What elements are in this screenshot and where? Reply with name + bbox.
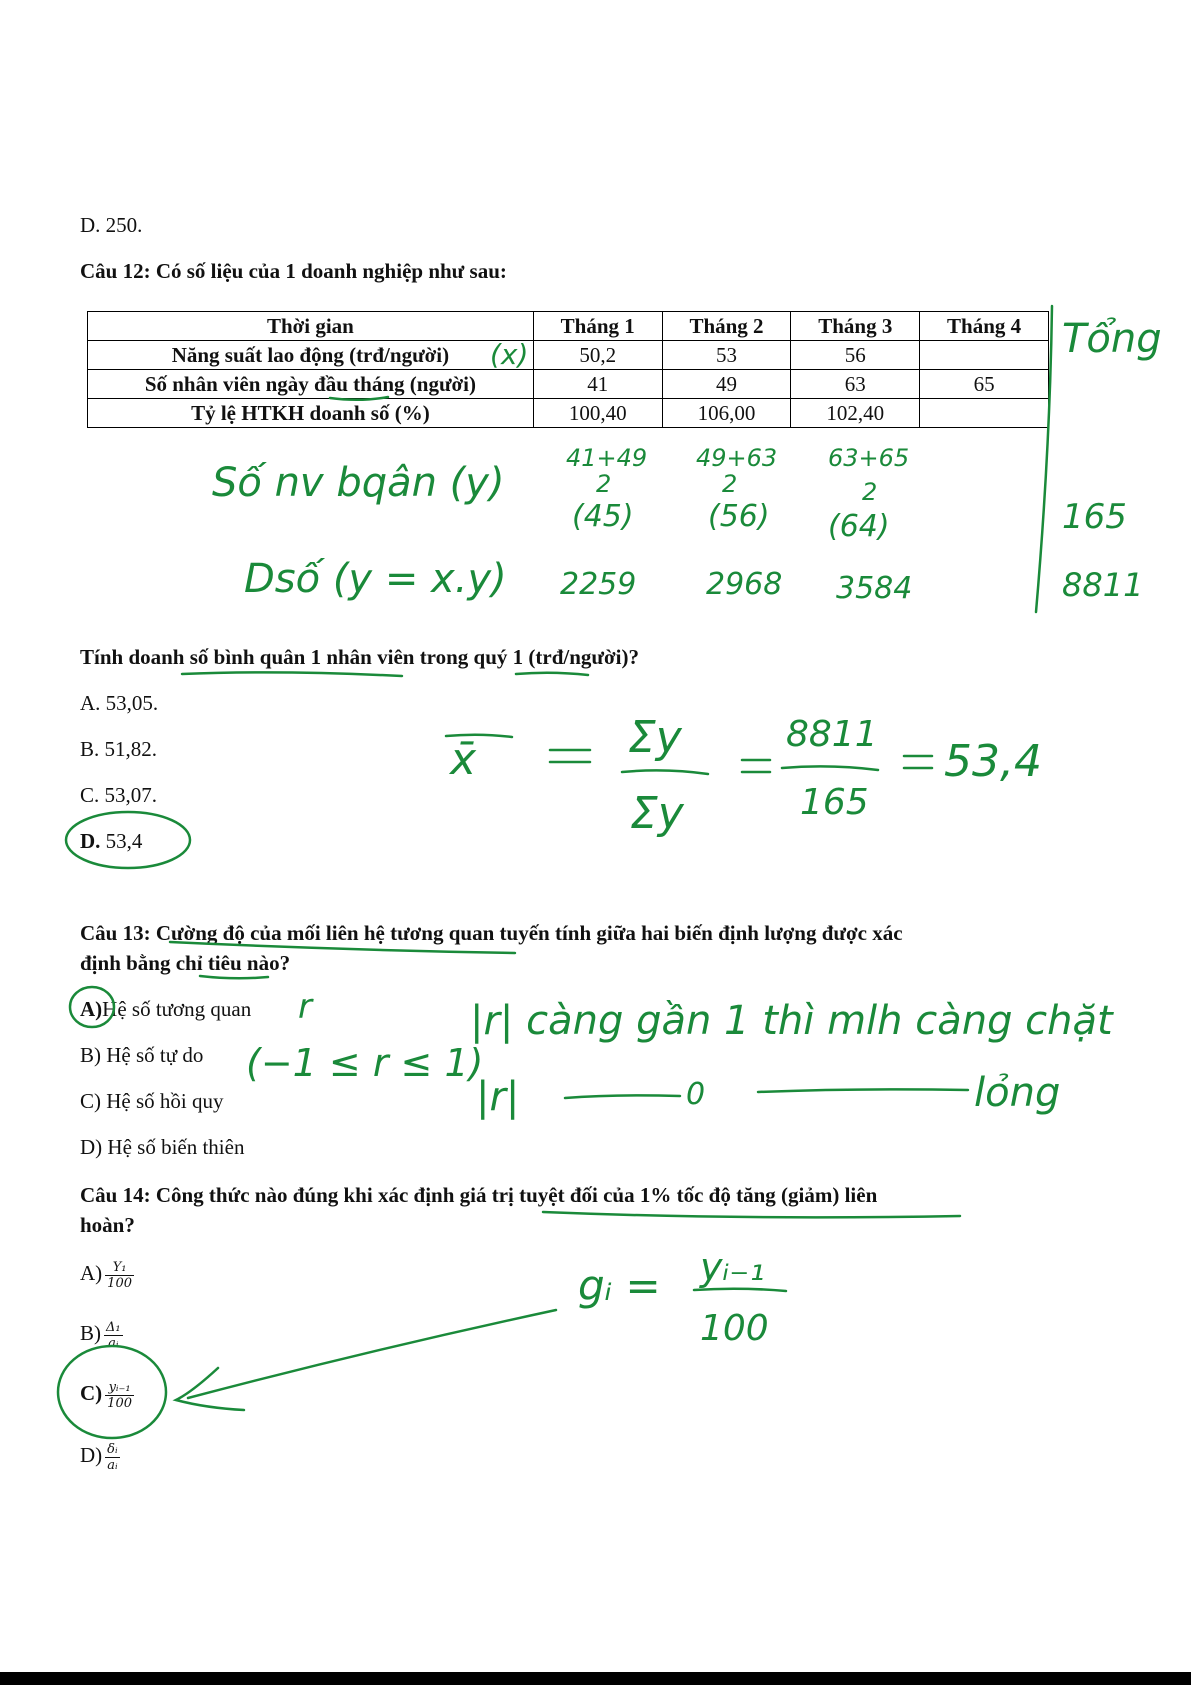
ink-result: 53,4 [944,736,1042,787]
ink-underline [200,976,268,978]
table-cell: 100,40 [533,399,662,428]
ink-overline [446,735,512,737]
option-d-prefix: D. [80,829,101,853]
ink-frac-num: 8811 [786,714,878,755]
ink-underline [543,1212,960,1217]
q13-title-line2: định bằng chỉ tiêu nào? [80,951,291,975]
ink-avg-value-3: (64) [828,509,890,544]
ink-x-marker: (x) [490,338,529,371]
page-bottom-bar [0,1672,1191,1685]
fraction-denominator: 100 [107,1395,132,1411]
ink-avg-value-1: (45) [572,499,634,534]
ink-avg-total: 165 [1062,497,1127,537]
table-row [88,341,1049,370]
fraction-denominator: aᵢ [108,1335,119,1351]
ink-r-symbol: r [298,987,312,1027]
q14-option-b [80,1318,123,1351]
fraction [104,1320,123,1351]
ink-revenue-value-3: 3584 [836,571,913,606]
ink-equals [742,760,770,772]
fraction [105,1442,119,1473]
option-d-value: 53,4 [105,829,143,853]
ink-arrow-line [188,1310,556,1398]
q13-option-d: D) Hệ số biến thiên [80,1135,245,1159]
ink-strokes [58,306,1052,1438]
ink-div-2: 2 [596,470,612,498]
table-header-cell: Thời gian [88,312,534,341]
option-prefix: A) [80,1261,103,1285]
q12-option-a: A. 53,05. [80,691,159,715]
ink-tong: Tổng [1062,316,1162,362]
table-cell [920,341,1049,370]
ink-equals [550,750,590,762]
ink-note-2-end: lỏng [974,1070,1061,1116]
table-header-cell: Tháng 2 [662,312,791,341]
table-cell [920,399,1049,428]
option-prefix: B) [80,1321,101,1345]
ink-note-1: |r| càng gần 1 thì mlh càng chặt [470,998,1113,1044]
q12-data-table [87,311,1049,428]
q13-option-c: C) Hệ số hồi quy [80,1089,224,1113]
fraction [105,1380,134,1411]
ink-formula-1: 41+49 [566,444,648,472]
q14-option-a [80,1258,134,1291]
table-cell: 50,2 [533,341,662,370]
row-label: Số nhân viên ngày đầu tháng (người) [88,370,534,399]
row-label: Năng suất lao động (trđ/người) [88,341,534,370]
table-cell: 56 [791,341,920,370]
q12-question: Tính doanh số bình quân 1 nhân viên trong quý 1 (trđ/người)? [80,645,639,669]
fraction-numerator: yᵢ₋₁ [105,1380,134,1396]
ink-revenue-value-2: 2968 [706,567,783,602]
ink-avg-value-2: (56) [708,499,770,534]
ink-q14-lhs: gᵢ = [578,1261,661,1310]
ink-sigma-num: Σy [628,712,682,763]
q13-option-b: B) Hệ số tự do [80,1043,204,1067]
table-row [88,370,1049,399]
ink-div-2: 2 [862,478,878,506]
ink-fraction-bar [694,1289,786,1291]
table-cell: 63 [791,370,920,399]
table-header-cell: Tháng 1 [533,312,662,341]
ink-dash-line [758,1089,968,1092]
table-header-row [88,312,1049,341]
ink-underline [516,673,588,675]
ink-underline [182,672,402,676]
q14-option-c [80,1378,134,1411]
table-cell: 53 [662,341,791,370]
ink-equals [904,756,932,768]
ink-sigma-den: Σy [630,788,684,839]
option-a-text: Hệ số tương quan [102,997,252,1021]
ink-fraction-bar [622,770,708,774]
table-cell: 65 [920,370,1049,399]
fraction-numerator: δᵢ [107,1441,118,1457]
q13-title-line1: Câu 13: Cường độ của mối liên hệ tương quan tuyến tính giữa hai biến định lượng được xác [80,921,903,945]
ink-revenue-total: 8811 [1062,566,1144,604]
ink-formula-3: 63+65 [828,444,910,472]
ink-revenue-label: Dsố (y = x.y) [244,556,507,602]
ink-r-range: (−1 ≤ r ≤ 1) [246,1041,484,1085]
table-row [88,399,1049,428]
row-label: Tỷ lệ HTKH doanh số (%) [88,399,534,428]
q13-option-a [80,994,251,1024]
table-header-cell: Tháng 3 [791,312,920,341]
q12-option-b: B. 51,82. [80,737,158,761]
previous-option-d: D. 250. [80,213,143,237]
fraction-denominator: aᵢ [107,1457,118,1473]
ink-frac-den: 165 [800,782,869,823]
table-cell: 106,00 [662,399,791,428]
ink-note-2-lhs: |r| [476,1074,520,1120]
ink-q14-den: 100 [700,1308,769,1349]
option-prefix: C) [80,1381,103,1405]
ink-q14-num: yᵢ₋₁ [700,1245,765,1289]
q12-option-c: C. 53,07. [80,783,158,807]
table-cell: 102,40 [791,399,920,428]
fraction-numerator: Δ₁ [106,1319,121,1335]
option-a-prefix: A) [80,997,103,1021]
ink-revenue-value-1: 2259 [560,567,637,602]
ink-note-2-zero: 0 [686,1077,706,1112]
option-prefix: D) [80,1443,103,1467]
q14-option-d [80,1440,120,1473]
fraction-numerator: Y₁ [105,1260,134,1276]
ink-dash-line [565,1095,680,1098]
ink-fraction-bar [782,766,878,770]
ink-formula-2: 49+63 [696,444,778,472]
table-cell: 41 [533,370,662,399]
ink-avg-staff-label: Số nv bqân (y) [212,460,505,506]
fraction [105,1260,134,1291]
ink-mean-symbol: x̄ [450,734,477,785]
q12-option-d [80,826,142,856]
q12-title: Câu 12: Có số liệu của 1 doanh nghiệp như sau: [80,259,507,283]
ink-div-2: 2 [722,470,738,498]
q14-title-line1: Câu 14: Công thức nào đúng khi xác định giá trị tuyệt đối của 1% tốc độ tăng (giảm) liên [80,1183,878,1207]
table-cell: 49 [662,370,791,399]
table-header-cell: Tháng 4 [920,312,1049,341]
fraction-denominator: 100 [107,1275,132,1291]
q14-title-line2: hoàn? [80,1213,135,1237]
ink-arrow-head [176,1368,244,1410]
